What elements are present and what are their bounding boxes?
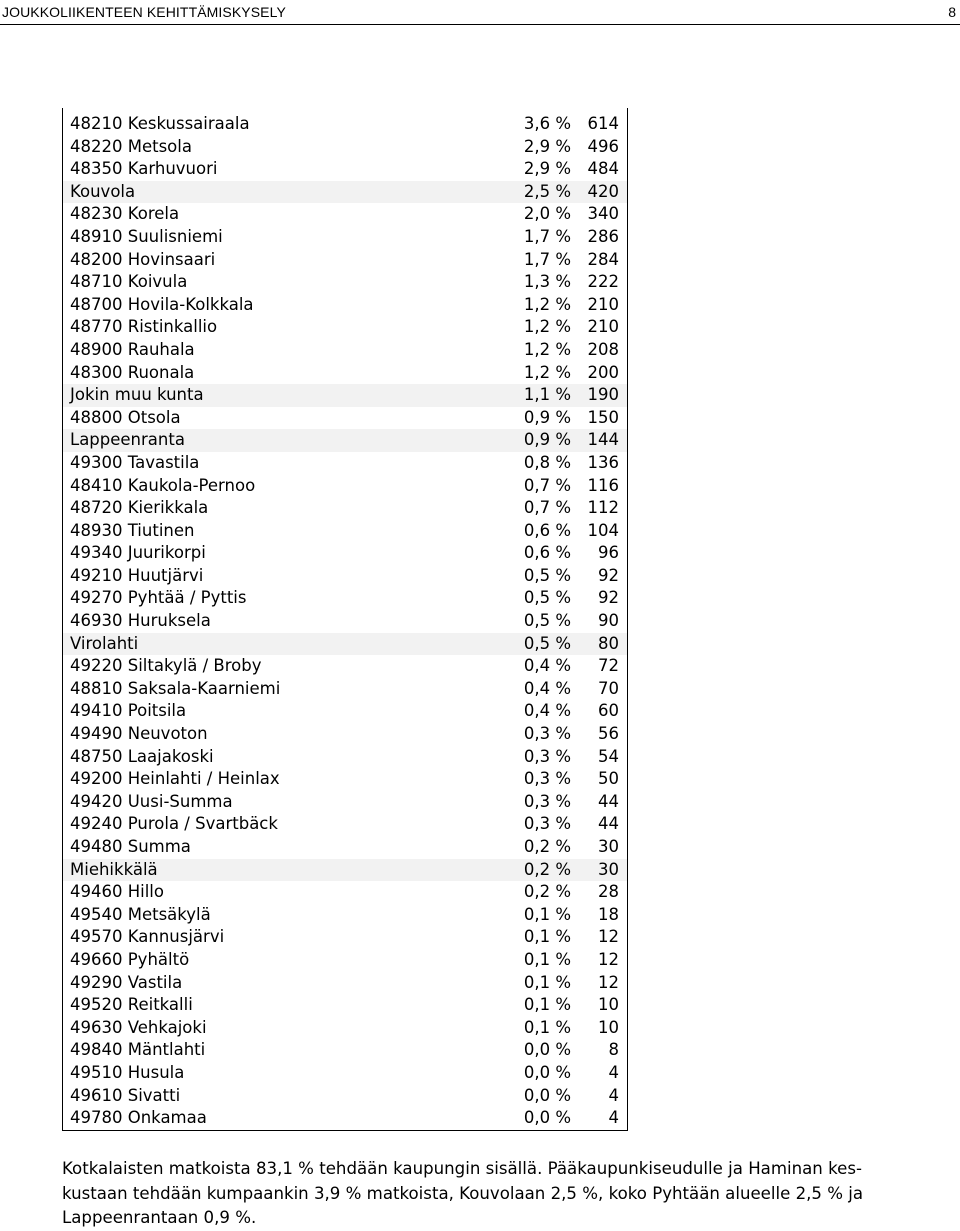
count-cell: 4 [608,1108,619,1128]
count-cell: 90 [598,611,619,631]
percentage-cell: 3,6 % [523,114,571,133]
area-name-cell: 49490 Neuvoton [70,724,208,744]
area-name-cell: Virolahti [70,633,139,653]
percentage-cell: 1,7 % [523,226,571,246]
area-name-cell: 49460 Hillo [70,882,164,902]
percentage-cell: 0,4 % [523,656,571,676]
percentage-cell: 2,5 % [523,181,571,201]
percentage-cell: 0,1 % [523,995,571,1015]
table-row [63,271,627,294]
count-cell: 136 [587,452,619,472]
area-name-cell: 49290 Vastila [70,972,183,992]
count-cell: 4 [608,1085,619,1105]
table-row [63,181,627,204]
area-name-cell: 49300 Tavastila [70,452,200,472]
count-cell: 12 [598,972,619,992]
percentage-cell: 0,1 % [523,972,571,992]
percentage-cell: 0,7 % [523,498,571,518]
count-cell: 104 [587,520,619,540]
percentage-cell: 1,2 % [523,317,571,337]
table-row [63,316,627,339]
percentage-cell: 0,0 % [523,1108,571,1128]
area-name-cell: 49510 Husula [70,1062,185,1082]
table-row [63,294,627,317]
table-row [63,994,627,1017]
area-name-cell: 49660 Pyhältö [70,949,190,969]
count-cell: 44 [598,791,619,811]
count-cell: 116 [587,475,619,495]
percentage-cell: 0,4 % [523,678,571,698]
area-name-cell: 48900 Rauhala [70,339,195,359]
count-cell: 4 [608,1062,619,1082]
percentage-cell: 0,5 % [523,633,571,653]
table-row [63,520,627,543]
percentage-cell: 0,9 % [523,407,571,427]
count-cell: 340 [587,204,619,224]
summary-line: Kotkalaisten matkoista 83,1 % tehdään kaupungin sisällä. Pääkaupunkiseudulle ja Haminan kes- [62,1159,862,1178]
percentage-cell: 2,9 % [523,159,571,179]
count-cell: 200 [587,362,619,382]
page-header [0,0,960,26]
header-divider [0,24,960,25]
count-cell: 60 [598,701,619,721]
table-row [63,678,627,701]
count-cell: 18 [598,904,619,924]
percentage-cell: 0,2 % [523,837,571,856]
table-row [63,1062,627,1085]
area-name-cell: 49200 Heinlahti / Heinlax [70,769,280,789]
table-row [63,565,627,588]
percentage-cell: 0,7 % [523,475,571,495]
percentage-cell: 2,0 % [523,204,571,224]
area-name-cell: 49840 Mäntlahti [70,1040,206,1060]
area-name-cell: 49270 Pyhtää / Pyttis [70,588,247,608]
table-row [63,836,627,859]
table-row [63,926,627,949]
percentage-cell: 0,1 % [523,904,571,924]
count-cell: 420 [587,181,619,201]
table-row [63,655,627,678]
percentage-cell: 0,3 % [523,724,571,744]
table-row [63,1017,627,1040]
table-row [63,949,627,972]
table-row [63,700,627,723]
table-row [63,475,627,498]
count-cell: 80 [598,633,619,653]
count-cell: 30 [598,837,619,856]
count-cell: 72 [598,656,619,676]
area-name-cell: 46930 Huruksela [70,611,211,631]
percentage-cell: 0,5 % [523,588,571,608]
count-cell: 190 [587,385,619,405]
area-name-cell: 49210 Huutjärvi [70,565,204,585]
area-name-cell: 48300 Ruonala [70,362,195,382]
table-row [63,972,627,995]
area-name-cell: 48230 Korela [70,204,180,224]
percentage-cell: 0,2 % [523,882,571,902]
percentage-cell: 1,3 % [523,272,571,292]
table-row [63,791,627,814]
percentage-cell: 0,9 % [523,430,571,450]
area-name-cell: 48750 Laajakoski [70,746,214,766]
area-name-cell: 49240 Purola / Svartbäck [70,814,278,834]
count-cell: 70 [598,678,619,698]
table-row [63,158,627,181]
percentage-cell: 1,2 % [523,339,571,359]
count-cell: 496 [587,136,619,156]
area-name-cell: 48350 Karhuvuori [70,159,218,179]
count-cell: 50 [598,769,619,789]
table-row [63,610,627,633]
area-name-cell: 49610 Sivatti [70,1085,181,1105]
percentage-cell: 0,0 % [523,1085,571,1105]
percentage-cell: 0,6 % [523,520,571,540]
area-name-cell: Jokin muu kunta [70,385,204,405]
count-cell: 12 [598,949,619,969]
area-name-cell: 48410 Kaukola-Pernoo [70,475,256,495]
percentage-cell: 2,9 % [523,136,571,156]
percentage-cell: 0,5 % [523,611,571,631]
page-number: 8 [948,4,956,20]
percentage-cell: 0,1 % [523,949,571,969]
area-name-cell: 49540 Metsäkylä [70,904,211,924]
count-cell: 112 [587,498,619,518]
area-name-cell: 48720 Kierikkala [70,498,209,518]
table-row [63,407,627,430]
area-name-cell: 48710 Koivula [70,272,188,292]
count-cell: 30 [598,859,619,879]
percentage-cell: 0,2 % [523,859,571,879]
percentage-cell: 0,4 % [523,701,571,721]
percentage-cell: 1,7 % [523,249,571,269]
count-cell: 614 [587,114,619,133]
area-name-cell: 48910 Suulisniemi [70,226,223,246]
count-cell: 484 [587,159,619,179]
area-name-cell: 48930 Tiutinen [70,520,195,540]
count-cell: 44 [598,814,619,834]
area-name-cell: 49570 Kannusjärvi [70,927,225,947]
percentage-cell: 0,3 % [523,769,571,789]
count-cell: 10 [598,1017,619,1037]
area-name-cell: 49630 Vehkajoki [70,1017,207,1037]
percentage-cell: 0,1 % [523,927,571,947]
count-cell: 210 [587,317,619,337]
percentage-cell: 0,1 % [523,1017,571,1037]
table-row [63,384,627,407]
area-name-cell: 49420 Uusi-Summa [70,791,233,811]
summary-paragraph [62,1157,958,1231]
percentage-cell: 0,0 % [523,1040,571,1060]
count-cell: 92 [598,565,619,585]
percentage-cell: 0,5 % [523,565,571,585]
area-name-cell: 49220 Siltakylä / Broby [70,656,262,676]
percentage-cell: 1,1 % [523,385,571,405]
count-cell: 92 [598,588,619,608]
percentage-cell: 0,8 % [523,452,571,472]
area-name-cell: 49410 Poitsila [70,701,187,721]
table-row [63,859,627,882]
table-row [63,226,627,249]
percentage-cell: 0,3 % [523,746,571,766]
table-row [63,452,627,475]
area-name-cell: 48770 Ristinkallio [70,317,218,337]
count-cell: 208 [587,339,619,359]
table-row [63,1085,627,1108]
count-cell: 54 [598,746,619,766]
count-cell: 222 [587,272,619,292]
percentage-cell: 0,3 % [523,791,571,811]
count-cell: 210 [587,294,619,314]
percentage-cell: 0,6 % [523,543,571,563]
area-name-cell: Miehikkälä [70,859,158,879]
table-row [63,881,627,904]
area-name-cell: 49780 Onkamaa [70,1108,207,1128]
count-cell: 96 [598,543,619,563]
area-name-cell: Lappeenranta [70,430,185,450]
table-row [63,339,627,362]
table-row [63,542,627,565]
area-name-cell: 49520 Reitkalli [70,995,193,1015]
summary-line: kustaan tehdään kumpaankin 3,9 % matkoista, Kouvolaan 2,5 %, koko Pyhtään alueelle 2,5 % ja [62,1183,864,1203]
area-name-cell: 48210 Keskussairaala [70,114,250,133]
area-name-cell: 48200 Hovinsaari [70,249,216,269]
count-cell: 144 [587,430,619,450]
table-row [63,587,627,610]
table-row [63,768,627,791]
table-row [63,813,627,836]
count-cell: 56 [598,724,619,744]
area-name-cell: 48800 Otsola [70,407,181,427]
table-row [63,136,627,159]
table-row [63,113,627,136]
percentage-cell: 0,3 % [523,814,571,834]
count-cell: 12 [598,927,619,947]
count-cell: 28 [598,882,619,902]
count-cell: 286 [587,226,619,246]
count-cell: 8 [608,1040,619,1060]
count-cell: 10 [598,995,619,1015]
area-name-cell: 49480 Summa [70,837,191,856]
percentage-cell: 1,2 % [523,294,571,314]
table-row [63,904,627,927]
table-row [63,746,627,769]
count-cell: 150 [587,407,619,427]
table-row [63,497,627,520]
table-row [63,1107,627,1130]
table-row [63,723,627,746]
percentage-cell: 0,0 % [523,1062,571,1082]
percentage-cell: 1,2 % [523,362,571,382]
summary-line: Lappeenrantaan 0,9 %. [62,1208,257,1228]
area-name-cell: 48700 Hovila-Kolkkala [70,294,254,314]
table-row [63,362,627,385]
destination-table [62,108,628,1131]
table-row [63,429,627,452]
table-row [63,633,627,656]
table-row [63,1039,627,1062]
area-name-cell: 48810 Saksala-Kaarniemi [70,678,281,698]
table-row [63,249,627,272]
area-name-cell: Kouvola [70,181,136,201]
area-name-cell: 49340 Juurikorpi [70,543,206,563]
document-title: JOUKKOLIIKENTEEN KEHITTÄMISKYSELY [2,4,286,20]
table-row [63,203,627,226]
area-name-cell: 48220 Metsola [70,136,192,156]
count-cell: 284 [587,249,619,269]
